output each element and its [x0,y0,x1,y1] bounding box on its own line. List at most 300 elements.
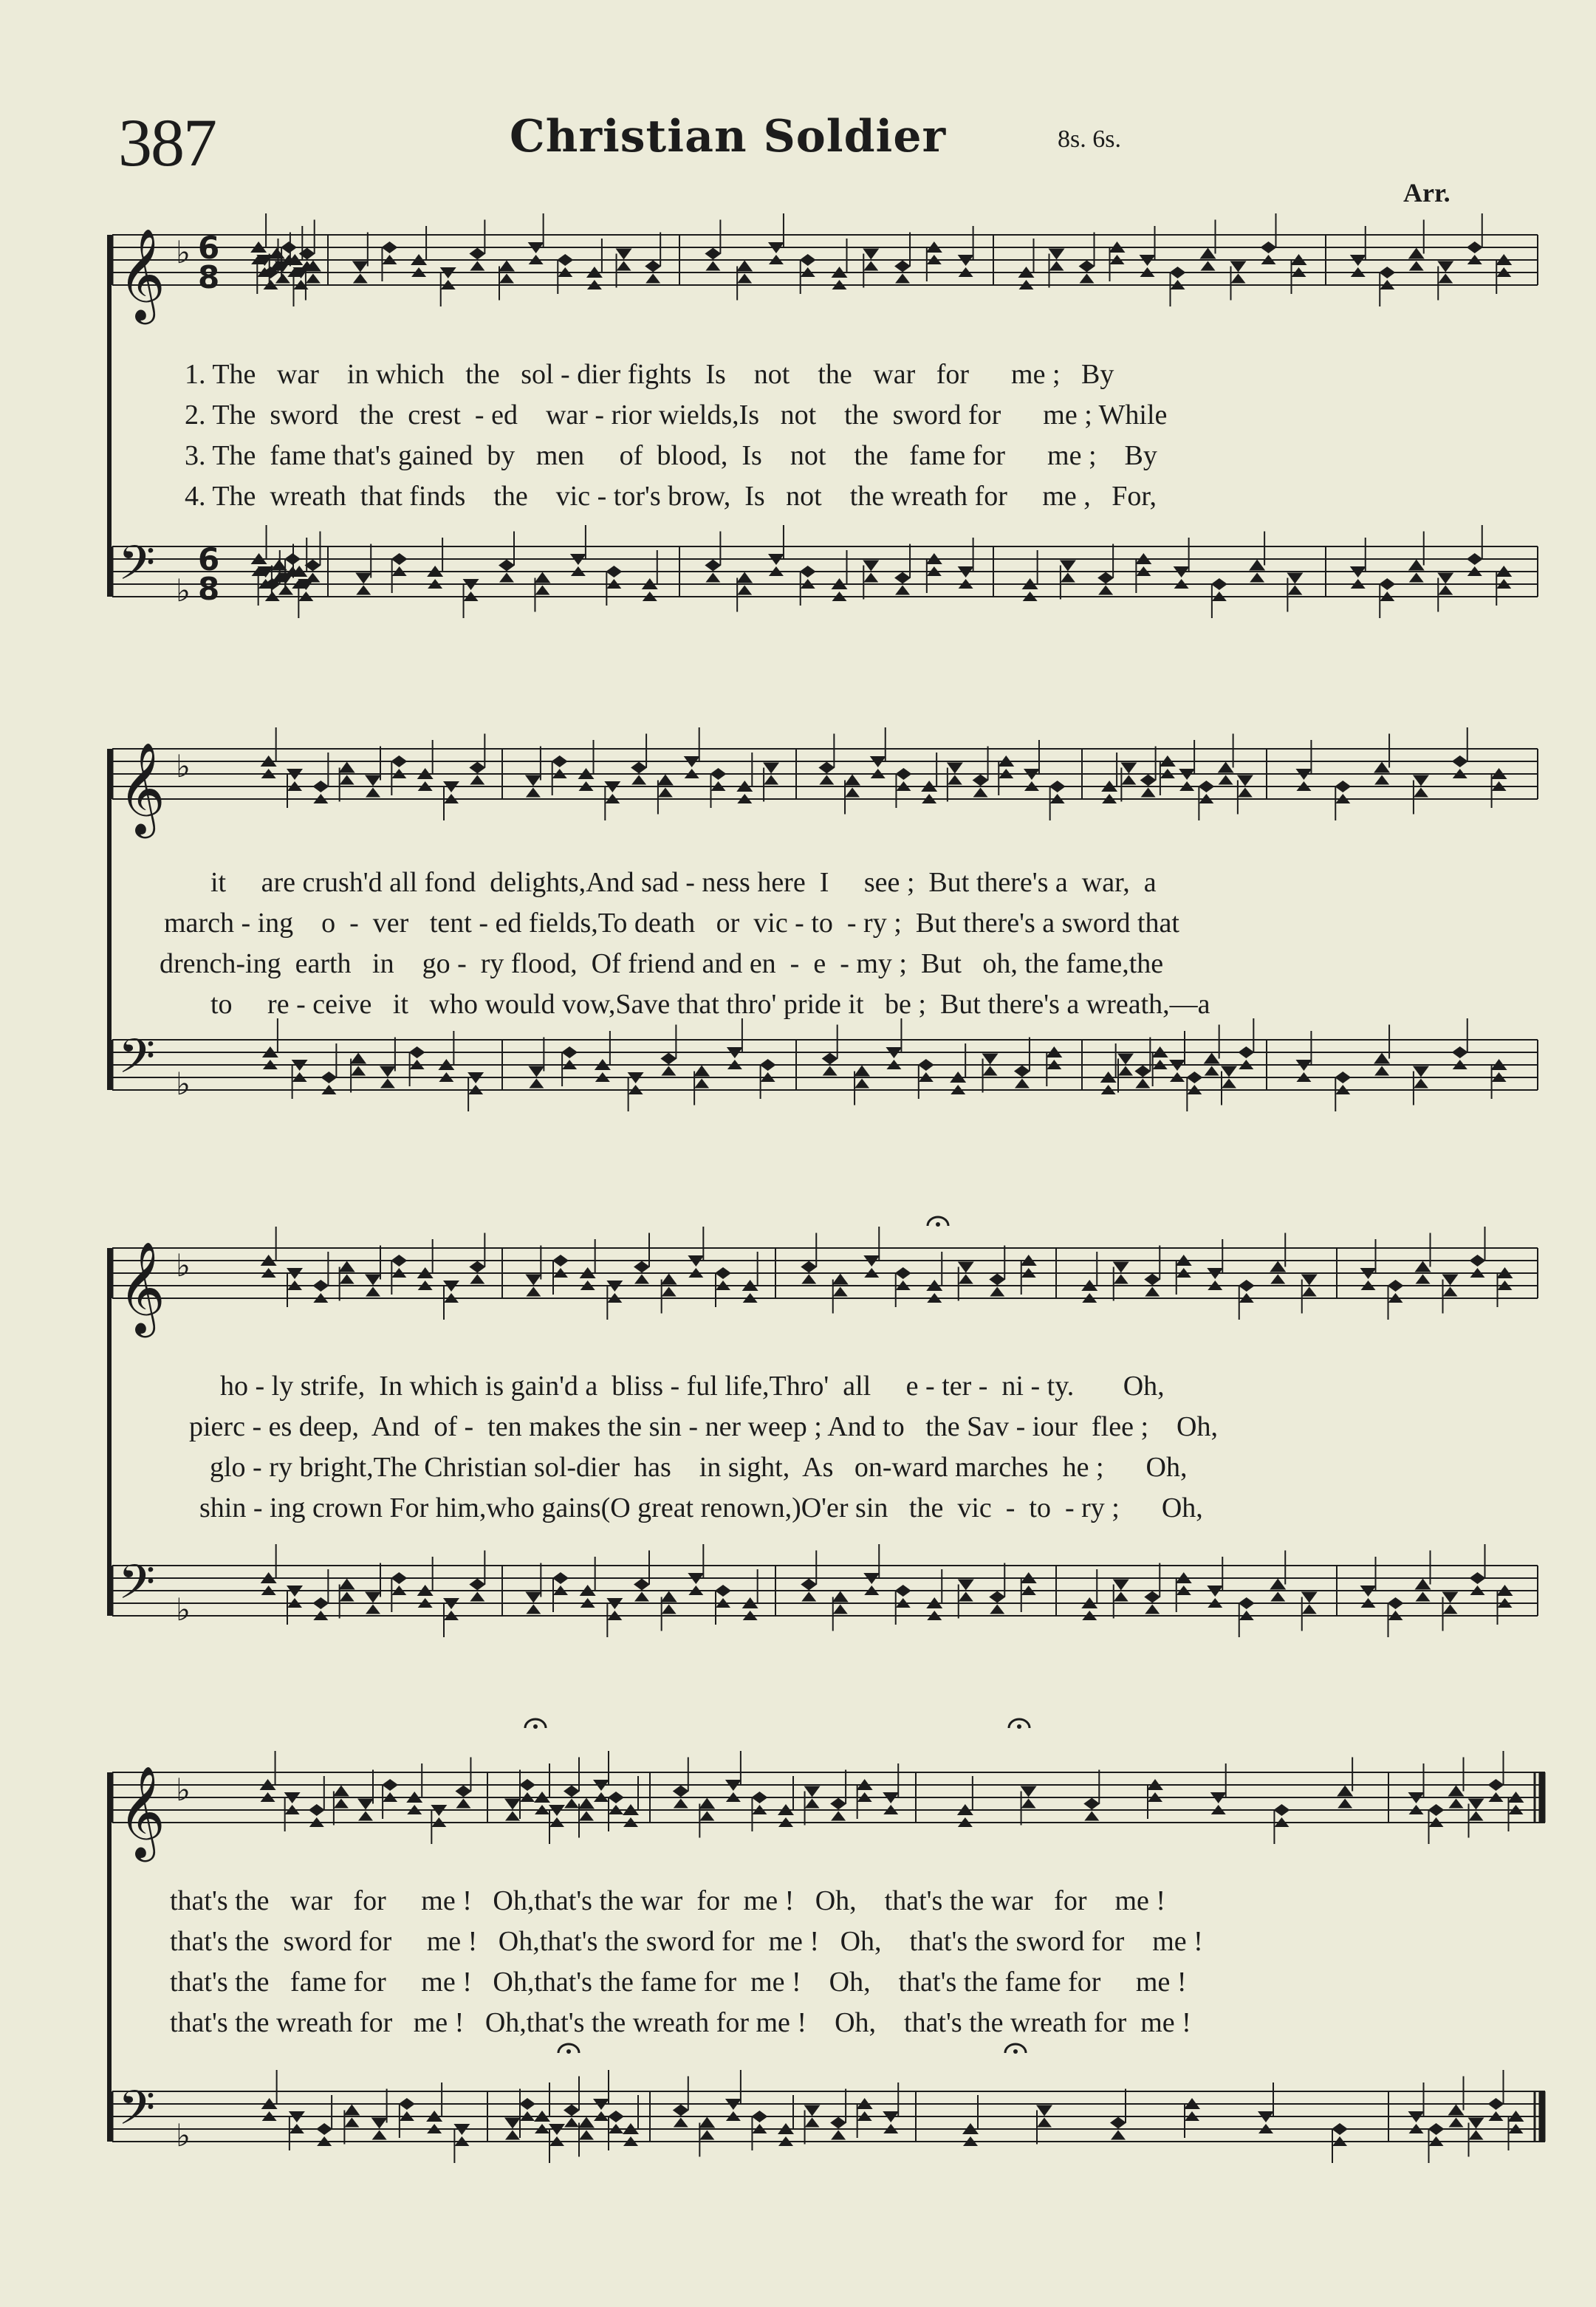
treble-note [705,248,721,260]
bass-note [1448,2105,1465,2116]
treble-note [340,775,355,785]
bass-note [1469,2131,1484,2140]
lyric-line: shin - ing crown For him,who gains(O great renown,)O'er sin the vic - to - ry ; Oh, [199,1492,1203,1523]
treble-clef-icon: 𝄞 [118,742,165,834]
treble-note [1121,775,1136,785]
bass-note [1221,1066,1237,1077]
treble-note [578,1798,595,1809]
bass-note [1415,1579,1431,1590]
treble-note [1079,261,1095,272]
fermata-dot [1017,1724,1021,1729]
bass-note [990,1605,1004,1614]
treble-note [526,1287,541,1297]
bass-note [380,1079,395,1089]
key-signature-flat-icon: ♭ [176,234,191,270]
treble-note [1409,261,1424,271]
bass-note [499,573,514,583]
treble-note [800,254,816,266]
bass-note [519,2098,535,2110]
fermata-dot [533,1724,538,1729]
treble-note [801,1261,817,1273]
treble-note [525,775,541,786]
treble-note [831,1811,846,1821]
bass-note [1467,553,1483,565]
bass-note [1443,1605,1458,1614]
bass-note [736,572,753,583]
bass-note [832,1591,849,1602]
bass-note [1270,1592,1285,1602]
bass-note [535,586,549,595]
bass-note [564,2118,579,2128]
treble-note [299,248,315,260]
treble-note [1442,1275,1459,1286]
bass-note [982,1054,999,1065]
treble-note [1408,248,1425,259]
treble-note [1438,274,1453,284]
bass-note [634,1592,649,1602]
bass-note [1416,1592,1431,1602]
treble-note [340,1275,355,1284]
bass-note [1438,586,1453,595]
key-signature-flat-icon: ♭ [176,1772,191,1808]
treble-note [1273,1804,1290,1816]
treble-note [959,1275,973,1284]
treble-note [645,261,661,272]
treble-note [1379,267,1395,278]
bass-note [699,2117,715,2128]
treble-note [1449,1799,1464,1809]
treble-note [1049,261,1064,271]
treble-note [657,775,674,786]
bass-note [1060,561,1076,572]
treble-note [381,241,397,253]
treble-note [662,1287,677,1297]
treble-note [895,768,911,780]
treble-note [339,762,355,773]
bass-note [350,1053,366,1064]
lyric-line: 2. The sword the crest - ed war - rior wields,Is not the sword for me ; While [185,400,1168,431]
treble-note [1270,1275,1285,1284]
treble-note [1080,274,1095,284]
bass-note [699,2131,714,2140]
treble-note [519,1779,535,1791]
treble-note [764,775,778,785]
bass-clef-icon: 𝄢 [118,1555,156,1622]
bass-note [1414,1079,1428,1089]
hymn-title: Christian Soldier [510,111,947,162]
treble-note [352,261,369,272]
treble-note [1218,762,1234,773]
key-signature-flat-icon: ♭ [176,748,191,784]
treble-note [737,274,752,284]
treble-note [391,755,407,767]
bass-note [608,2111,624,2122]
bass-note [1413,1066,1429,1077]
bass-note [312,1597,329,1609]
treble-note [1141,788,1156,798]
time-signature-top: 6 [198,230,220,266]
treble-clef-icon: 𝄞 [118,1241,165,1334]
bass-note [1037,2118,1052,2128]
bass-note [561,1046,578,1058]
lyric-line: it are crush'd all fond delights,And sad - ness here I see ; But there's a war, a [210,867,1157,898]
bass-note [316,2123,332,2135]
bass-note [674,2118,688,2128]
bass-note [371,2118,388,2129]
treble-note [819,775,834,785]
treble-note [830,1798,846,1810]
treble-note [763,763,779,774]
bass-note [366,1605,380,1614]
treble-note [579,1811,594,1821]
bass-note [552,1572,569,1584]
bass-note [1134,1066,1151,1077]
treble-note [504,1799,521,1810]
bass-note [1379,578,1395,590]
treble-note [1468,1799,1484,1810]
treble-note [617,261,631,271]
treble-note [1335,781,1351,792]
lyric-line: to re - ceive it who would vow,Save that thro' pride it be ; But there's a wreath,—a [210,989,1210,1020]
bass-note [1449,2118,1464,2128]
treble-note [973,788,988,798]
treble-note [804,1786,821,1797]
bass-note [1117,1054,1134,1065]
treble-note [958,1262,974,1273]
bass-note [1239,1597,1255,1609]
fermata-dot [936,1222,940,1227]
lyric-line: 4. The wreath that finds the vic - tor's brow, Is not the wreath for me , For, [185,481,1157,512]
treble-note [1301,1275,1318,1286]
bass-note [1222,1079,1236,1089]
treble-note [1415,1261,1431,1272]
bass-note [499,560,515,572]
treble-note [1084,1811,1099,1821]
treble-note [1114,1275,1128,1284]
bass-note [715,1585,731,1597]
treble-note [1198,781,1214,792]
treble-note [366,788,380,798]
treble-note [608,1792,624,1803]
bass-note [1302,1605,1317,1614]
treble-clef-icon: 𝄞 [118,228,165,320]
bass-note [693,1066,710,1077]
treble-note [631,775,646,785]
key-signature-flat-icon: ♭ [176,1591,191,1628]
treble-note [947,763,963,774]
bass-note [1301,1592,1318,1603]
time-signature-bottom: 8 [198,259,220,295]
treble-note [1413,775,1429,786]
bass-note [1145,1605,1160,1614]
bass-note [989,1591,1005,1603]
bass-note [356,586,371,595]
treble-note [818,762,835,774]
treble-note [499,274,514,284]
bass-note [321,1072,337,1083]
bass-note [1205,1066,1219,1076]
treble-note [456,1799,470,1809]
treble-note [1231,274,1246,284]
bass-note [528,1066,544,1077]
treble-note [1452,755,1468,767]
bass-note [355,573,371,584]
treble-note [1414,788,1428,798]
bass-note [1113,1580,1129,1591]
treble-note [658,788,673,798]
treble-note [552,1255,569,1266]
treble-clef-icon: 𝄞 [118,1766,165,1858]
lyric-line: that's the war for me ! Oh,that's the war for me ! Oh, that's the war for me ! [170,1885,1166,1916]
treble-note [552,755,568,767]
treble-note [705,261,720,271]
bass-note [344,2118,359,2128]
treble-note [1021,1799,1036,1809]
bass-note [1098,586,1113,595]
bass-note [854,1066,870,1077]
lyric-line: glo - ry bright,The Christian sol-dier has in sight, As on-ward marches he ; Oh, [210,1452,1188,1483]
treble-note [801,1275,816,1284]
bass-note [305,573,320,583]
bass-note [529,1079,544,1089]
treble-note [1470,1255,1486,1266]
treble-note [1201,261,1216,271]
bass-note [833,1605,848,1614]
treble-note [1083,1798,1100,1810]
key-signature-flat-icon: ♭ [176,1066,191,1102]
bass-note [805,2118,820,2128]
bass-note [705,560,721,572]
bass-note [1287,573,1303,584]
treble-note [1239,1280,1255,1292]
bass-note [365,1592,381,1603]
bass-note [1332,2123,1348,2135]
bass-note [564,2105,580,2116]
bass-note [694,1079,709,1089]
treble-note [710,768,727,780]
bass-note [1388,1597,1404,1609]
treble-note [832,1274,849,1285]
bass-note [895,1585,911,1597]
treble-note [499,261,515,272]
treble-note [1261,241,1277,253]
bass-note [894,572,911,584]
lyric-line: that's the wreath for me ! Oh,that's the wreath for me ! Oh, that's the wreath for me ! [170,2007,1191,2038]
treble-note [990,1287,1004,1297]
bass-note [391,1572,407,1584]
treble-note [1469,1811,1484,1821]
bass-note [760,1059,776,1071]
bass-note [1015,1079,1030,1089]
lyric-line: that's the fame for me ! Oh,that's the fame for me ! Oh, that's the fame for me ! [170,1967,1187,1998]
treble-note [1374,775,1389,785]
treble-note [699,1798,715,1809]
bass-note [854,1079,869,1089]
bass-note [1437,573,1453,584]
treble-note [366,1287,380,1297]
bass-note [1452,1046,1468,1058]
bass-note [526,1605,541,1614]
bass-note [1211,578,1227,590]
treble-note [673,1786,689,1797]
hymn-meter: 8s. 6s. [1058,126,1121,153]
treble-note [469,762,485,774]
bass-note [525,1592,541,1603]
bass-note [705,573,720,583]
bass-note [470,1592,484,1602]
bass-note [800,566,816,577]
treble-note [469,248,485,260]
bass-note [958,1580,974,1591]
bass-note [1249,560,1265,571]
treble-note [948,775,962,785]
treble-note [1428,1804,1445,1816]
bass-note [399,2098,415,2110]
bass-note [1186,1072,1202,1083]
fermata-dot [1013,2049,1018,2054]
bass-note [1428,2123,1445,2135]
treble-note [736,261,753,272]
treble-note [634,1261,650,1273]
bass-note [1110,2117,1126,2129]
bass-note [505,2131,520,2140]
bass-note [804,2105,821,2116]
treble-note [894,261,911,272]
bass-note [1442,1592,1459,1603]
bass-note [1238,1046,1254,1058]
treble-note [1230,261,1247,272]
treble-note [1170,267,1186,278]
treble-note [269,248,285,259]
bass-note [1270,1579,1286,1590]
treble-note [674,1799,688,1809]
bass-note [1097,572,1114,584]
treble-note [391,1255,407,1266]
treble-note [1049,249,1065,260]
bass-note [1036,2105,1052,2116]
bass-note [1374,1053,1390,1064]
bass-clef-icon: 𝄢 [118,2081,156,2147]
bass-note [1061,573,1075,583]
treble-note [844,775,860,786]
treble-note [1374,762,1390,773]
arranger-credit: Arr. [1403,178,1451,208]
treble-note [1467,241,1483,253]
bass-note [661,1066,676,1076]
treble-note [358,1811,373,1821]
bass-note [660,1053,677,1065]
bass-note [634,1579,650,1591]
bass-note [606,566,622,577]
bass-note [830,2117,846,2129]
treble-note [469,1261,485,1273]
bass-note [1470,1572,1486,1584]
treble-note [1113,1262,1129,1273]
time-signature-bottom: 8 [198,571,220,607]
lyric-line: pierc - es deep, And of - ten makes the sin - ner weep ; And to the Sav - iour flee ; Oh, [189,1411,1218,1442]
treble-note [699,1811,714,1821]
bass-note [1287,586,1302,595]
treble-note [1021,1786,1037,1797]
hymn-number: 387 [118,105,216,180]
bass-note [823,1066,838,1076]
lyric-line: ho - ly strife, In which is gain'd a bliss - ful life,Thro' all e - ter - ni - ty. Oh, [220,1371,1165,1402]
key-signature-flat-icon: ♭ [176,2117,191,2153]
treble-note [312,1280,329,1292]
treble-note [312,781,329,792]
lyric-line: 3. The fame that's gained by men of blood, Is not the fame for me ; By [185,440,1157,471]
treble-note [1437,261,1453,272]
bass-note [918,1059,934,1071]
treble-note [470,261,484,271]
bass-note [831,2131,846,2140]
bass-note [801,1579,817,1591]
treble-note [1145,1287,1160,1297]
treble-note [470,775,484,785]
bass-note [340,1592,355,1602]
treble-note [863,261,878,271]
bass-note [339,1579,355,1590]
treble-note [382,1779,398,1791]
bass-note [391,553,408,565]
treble-note [1049,781,1066,792]
treble-note [470,1275,484,1284]
treble-note [631,762,647,774]
treble-note [306,274,321,284]
bass-note [895,586,910,595]
fermata-dot [566,2049,571,2054]
lyric-line: 1. The war in which the sol - dier fights Is not the war for me ; By [185,359,1114,390]
treble-note [1144,1274,1160,1286]
bass-note [1111,2131,1126,2140]
bass-note [1408,560,1425,571]
treble-note [1200,248,1216,259]
treble-note [564,1799,579,1809]
treble-note [895,1267,911,1279]
treble-note [616,249,632,260]
lyric-line: march - ing o - ver tent - ed fields,To death or vic - to - ry ; But there's a sword that [164,908,1179,939]
treble-note [1338,1799,1352,1809]
bass-note [1114,1592,1128,1602]
treble-note [505,1811,520,1821]
bass-note [284,553,301,565]
bass-note [1488,2098,1504,2110]
bass-note [751,2111,767,2122]
bass-note [737,586,752,595]
treble-note [895,274,910,284]
treble-note [334,1799,349,1809]
bass-note [579,2131,594,2140]
bass-note [863,573,878,583]
bass-clef-icon: 𝄢 [118,1029,156,1096]
bass-note [1014,1066,1030,1077]
treble-note [557,254,573,266]
bass-note [673,2105,689,2116]
treble-note [1270,1261,1286,1272]
bass-note [1409,573,1424,583]
treble-note [281,241,297,253]
bass-note [1135,1079,1150,1089]
treble-note [645,274,660,284]
bass-note [343,2105,360,2116]
bass-note [1335,1072,1351,1083]
bass-note [661,1591,677,1602]
treble-note [365,1275,381,1286]
treble-note [357,1799,374,1810]
treble-note [661,1274,677,1285]
treble-note [1237,775,1253,786]
treble-note [525,1275,541,1286]
